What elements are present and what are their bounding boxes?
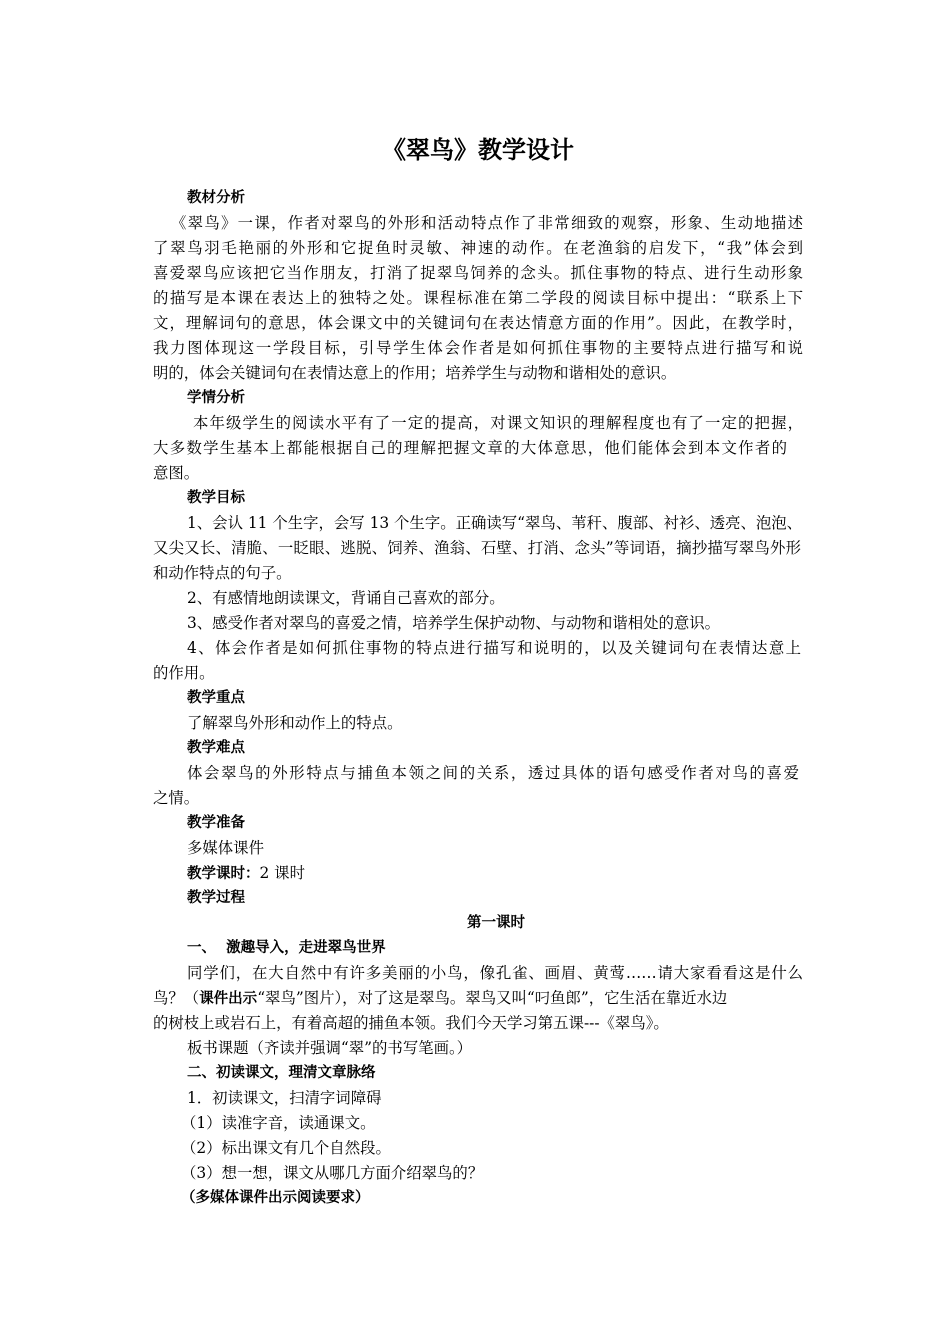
paragraph-line: 喜爱翠鸟应该把它当作朋友，打消了捉翠鸟饲养的念头。抓住事物的特点、进行生动形象 [153, 264, 803, 282]
paragraph-line: 的树枝上或岩石上，有着高超的捕鱼本领。我们今天学习第五课---《翠鸟》。 [153, 1014, 669, 1032]
paragraph-line: 体会翠鸟的外形特点与捕鱼本领之间的关系，透过具体的语句感受作者对鸟的喜爱 [187, 764, 799, 782]
section-heading-student-analysis: 学情分析 [187, 390, 245, 406]
text-run: 鸟？（ [153, 989, 200, 1007]
list-item: （3）想一想，课文从哪几方面介绍翠鸟的？ [181, 1164, 484, 1182]
objective-line: 和动作特点的句子。 [153, 564, 292, 582]
section-heading-difficulties: 教学难点 [187, 740, 245, 756]
objective-line: 1、会认 11 个生字，会写 13 个生字。正确读写“翠鸟、苇秆、腹部、衬衫、透亮、泡泡、 [187, 514, 803, 532]
objective-line: 的作用。 [153, 664, 215, 682]
part-one-heading: 一、 激趣导入，走进翠鸟世界 [187, 940, 386, 956]
section-heading-objectives: 教学目标 [187, 490, 245, 506]
paragraph-line: 了翠鸟羽毛艳丽的外形和它捉鱼时灵敏、神速的动作。在老渔翁的启发下，“我”体会到 [153, 239, 803, 257]
lesson-hours-label: 教学课时： [187, 866, 260, 882]
paragraph-line [153, 986, 727, 1012]
objective-line: 4、体会作者是如何抓住事物的特点进行描写和说明的，以及关键词句在表情达意上 [187, 639, 801, 657]
list-item: 1．初读课文，扫清字词障碍 [187, 1089, 382, 1107]
text-run: “翠鸟”图片），对了这是翠鸟。翠鸟又叫“叼鱼郎”，它生活在靠近水边 [257, 989, 728, 1007]
list-item: （1）读准字音，读通课文。 [181, 1114, 376, 1132]
paragraph-line: 多媒体课件 [187, 839, 264, 857]
objective-line: 2、有感情地朗读课文，背诵自己喜欢的部分。 [187, 589, 505, 607]
courseware-note: （多媒体课件出示阅读要求） [181, 1190, 370, 1206]
paragraph-line: 了解翠鸟外形和动作上的特点。 [187, 714, 403, 732]
document-title: 《翠鸟》教学设计 [382, 136, 574, 164]
list-item: （2）标出课文有几个自然段。 [181, 1139, 391, 1157]
paragraph-line: 我力图体现这一学段目标，引导学生体会作者是如何抓住事物的主要特点进行描写和说 [153, 339, 803, 357]
paragraph-line: 之情。 [153, 789, 200, 807]
section-heading-textbook-analysis: 教材分析 [187, 190, 245, 206]
paragraph-line: 明的，体会关键词句在表情达意上的作用；培养学生与动物和谐相处的意识。 [153, 364, 677, 382]
paragraph-line: 大多数学生基本上都能根据自己的理解把握文章的大体意思，他们能体会到本文作者的 [153, 439, 787, 457]
lesson-hours [187, 861, 305, 887]
paragraph-line: 本年级学生的阅读水平有了一定的提高，对课文知识的理解程度也有了一定的把握， [193, 414, 803, 432]
paragraph-line: 板书课题（齐读并强调“翠”的书写笔画。） [187, 1039, 473, 1057]
paragraph-line: 《翠鸟》一课，作者对翠鸟的外形和活动特点作了非常细致的观察，形象、生动地描述 [171, 214, 803, 232]
section-heading-preparation: 教学准备 [187, 815, 245, 831]
courseware-emphasis: 课件出示 [199, 991, 258, 1007]
paragraph-line: 同学们，在大自然中有许多美丽的小鸟，像孔雀、画眉、黄莺……请大家看看这是什么 [187, 964, 803, 982]
objective-line: 又尖又长、清脆、一眨眼、逃脱、饲养、渔翁、石壁、打消、念头”等词语，摘抄描写翠鸟外形 [153, 539, 801, 557]
paragraph-line: 的描写是本课在表达上的独特之处。课程标准在第二学段的阅读目标中提出：“联系上下 [153, 289, 803, 307]
section-heading-key-points: 教学重点 [187, 690, 245, 706]
lesson-one-heading: 第一课时 [467, 915, 525, 931]
objective-line: 3、感受作者对翠鸟的喜爱之情，培养学生保护动物、与动物和谐相处的意识。 [187, 614, 721, 632]
paragraph-line: 文，理解词句的意思，体会课文中的关键词句在表达情意方面的作用”。因此，在教学时， [153, 314, 803, 332]
section-heading-process: 教学过程 [187, 890, 245, 906]
part-two-heading: 二、初读课文，理清文章脉络 [187, 1065, 376, 1081]
paragraph-line: 意图。 [153, 464, 200, 482]
lesson-hours-value: 2 课时 [259, 864, 305, 882]
